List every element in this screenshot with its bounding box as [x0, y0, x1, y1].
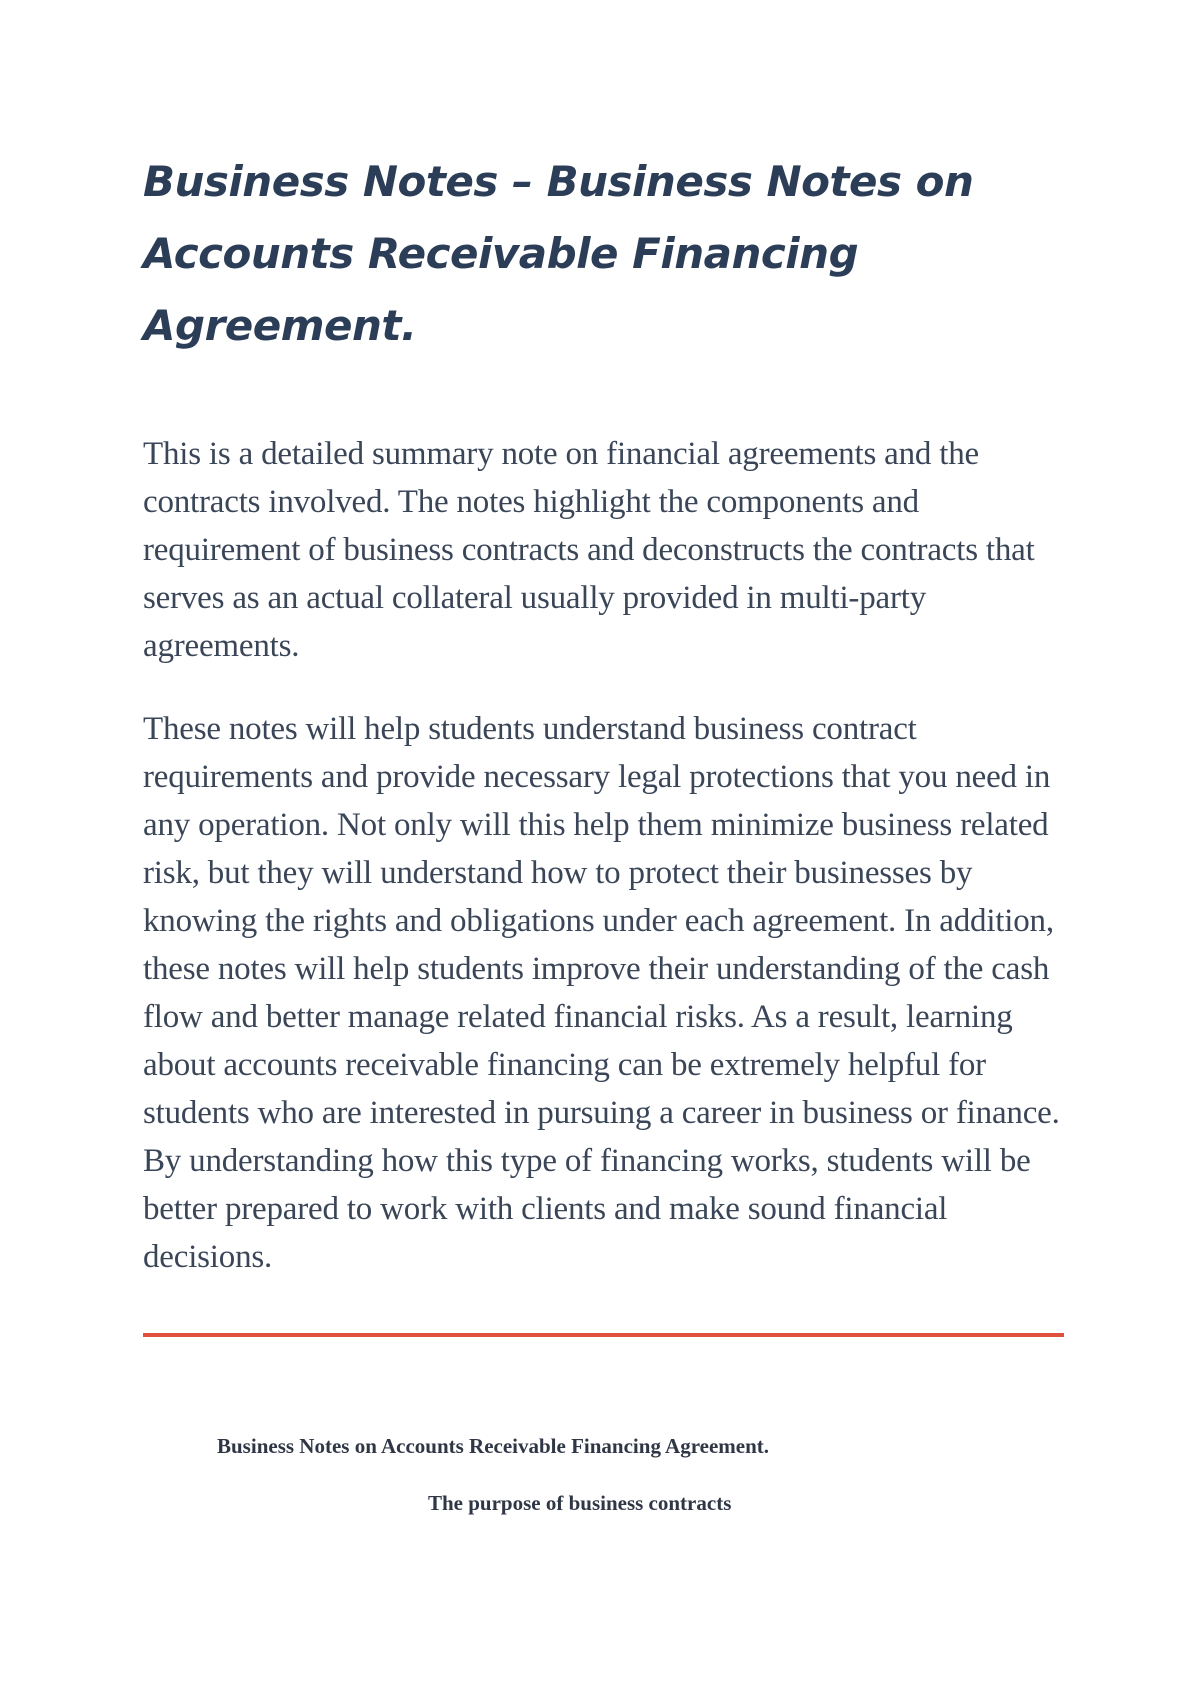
- section-divider: [143, 1333, 1064, 1337]
- footer-heading: Business Notes on Accounts Receivable Financing Agreement.: [217, 1434, 770, 1458]
- footer-subheading: The purpose of business contracts: [428, 1491, 732, 1515]
- body-paragraph: These notes will help students understand business contract requirements and provide necessary legal protections that you need in any operation. Not only will this help them minimize business related risk, but they will understand how to protect their businesses by knowing the rights and obligations under each agreement. In addition, these notes will help students improve their understanding of the cash flow and better manage related financial risks. As a result, learning about accounts receivable financing can be extremely helpful for students who are interested in pursuing a career in business or finance. By understanding how this type of financing works, students will be better prepared to work with clients and make sound financial decisions.: [143, 711, 1060, 1275]
- intro-paragraph: This is a detailed summary note on financial agreements and the contracts involved. The notes highlight the components and requirement of business contracts and deconstructs the contracts that serves as an actual collateral usually provided in multi-party agreements.: [143, 436, 1035, 664]
- document-title: Business Notes – Business Notes on Accounts Receivable Financing Agreement.: [143, 157, 974, 350]
